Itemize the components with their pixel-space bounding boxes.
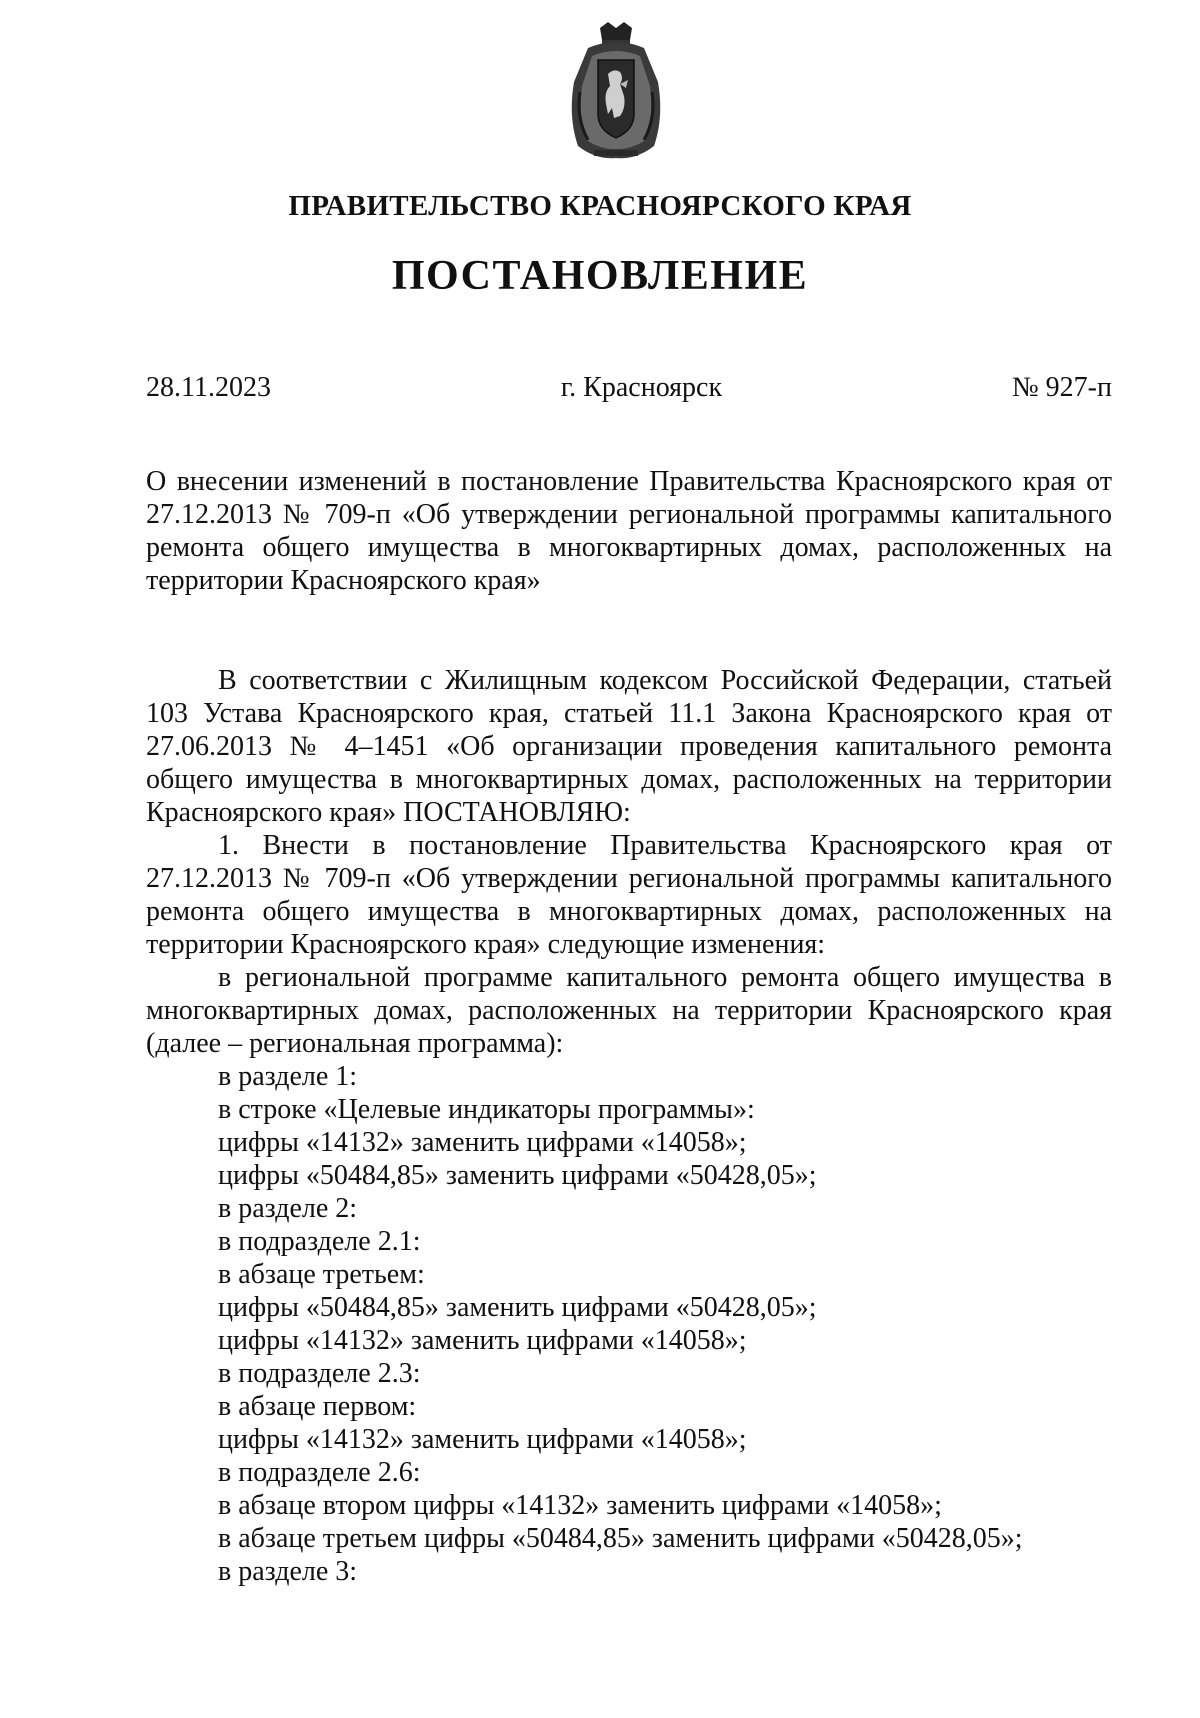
amendment-line: в разделе 2: (218, 1193, 358, 1224)
document-meta-row (146, 372, 1112, 404)
amendment-line: в подразделе 2.1: (218, 1226, 421, 1257)
amendment-line: в абзаце третьем цифры «50484,85» заменить цифрами «50428,05»; (218, 1523, 1023, 1554)
item-1-paragraph: 1. Внести в постановление Правительства Красноярского края от 27.12.2013 № 709-п «Об утверждении региональной программы капитального ремонта общего имущества в многоквартирных домах, расположенных на территории Красноярского края» следующие изменения: (146, 830, 1112, 960)
amendment-line: цифры «50484,85» заменить цифрами «50428,05»; (218, 1160, 817, 1191)
amendment-line: в строке «Целевые индикаторы программы»: (218, 1094, 755, 1125)
amendment-line: цифры «14132» заменить цифрами «14058»; (218, 1325, 747, 1356)
document-city: г. Красноярск (560, 372, 723, 403)
amendment-line: в разделе 1: (218, 1061, 358, 1092)
government-title: ПРАВИТЕЛЬСТВО КРАСНОЯРСКОГО КРАЯ (288, 190, 912, 222)
document-subject: О внесении изменений в постановление Правительства Красноярского края от 27.12.2013 № 709-п «Об утверждении региональной программы капитального ремонта общего имущества в многоквартирных домах, расположенных на территории Красноярского края» (146, 466, 1112, 596)
amendment-line: цифры «14132» заменить цифрами «14058»; (218, 1127, 747, 1158)
document-type-title: ПОСТАНОВЛЕНИЕ (391, 253, 809, 299)
amendment-lines (146, 1060, 1112, 1588)
document-number: № 927-п (1011, 372, 1112, 403)
coat-of-arms-icon (558, 22, 674, 162)
amendment-line: цифры «14132» заменить цифрами «14058»; (218, 1424, 747, 1455)
amendment-line: в подразделе 2.6: (218, 1457, 421, 1488)
amendment-line: цифры «50484,85» заменить цифрами «50428,05»; (218, 1292, 817, 1323)
preamble-paragraph: В соответствии с Жилищным кодексом Российской Федерации, статьей 103 Устава Красноярского края, статьей 11.1 Закона Красноярского края от 27.06.2013 № 4–1451 «Об организации проведения капитального ремонта общего имущества в многоквартирных домах, расположенных на территории Красноярского края» ПОСТАНОВЛЯЮ: (146, 665, 1112, 828)
amendment-line: в абзаце третьем: (218, 1259, 425, 1290)
amendment-line: в абзаце первом: (218, 1391, 417, 1422)
amendment-line: в подразделе 2.3: (218, 1358, 421, 1389)
document-date: 28.11.2023 (146, 372, 271, 403)
program-paragraph: в региональной программе капитального ремонта общего имущества в многоквартирных домах, расположенных на территории Красноярского края (далее – региональная программа): (146, 962, 1112, 1059)
amendment-line: в разделе 3: (218, 1556, 358, 1587)
amendment-line: в абзаце втором цифры «14132» заменить цифрами «14058»; (218, 1490, 942, 1521)
document-body (146, 664, 1112, 1588)
